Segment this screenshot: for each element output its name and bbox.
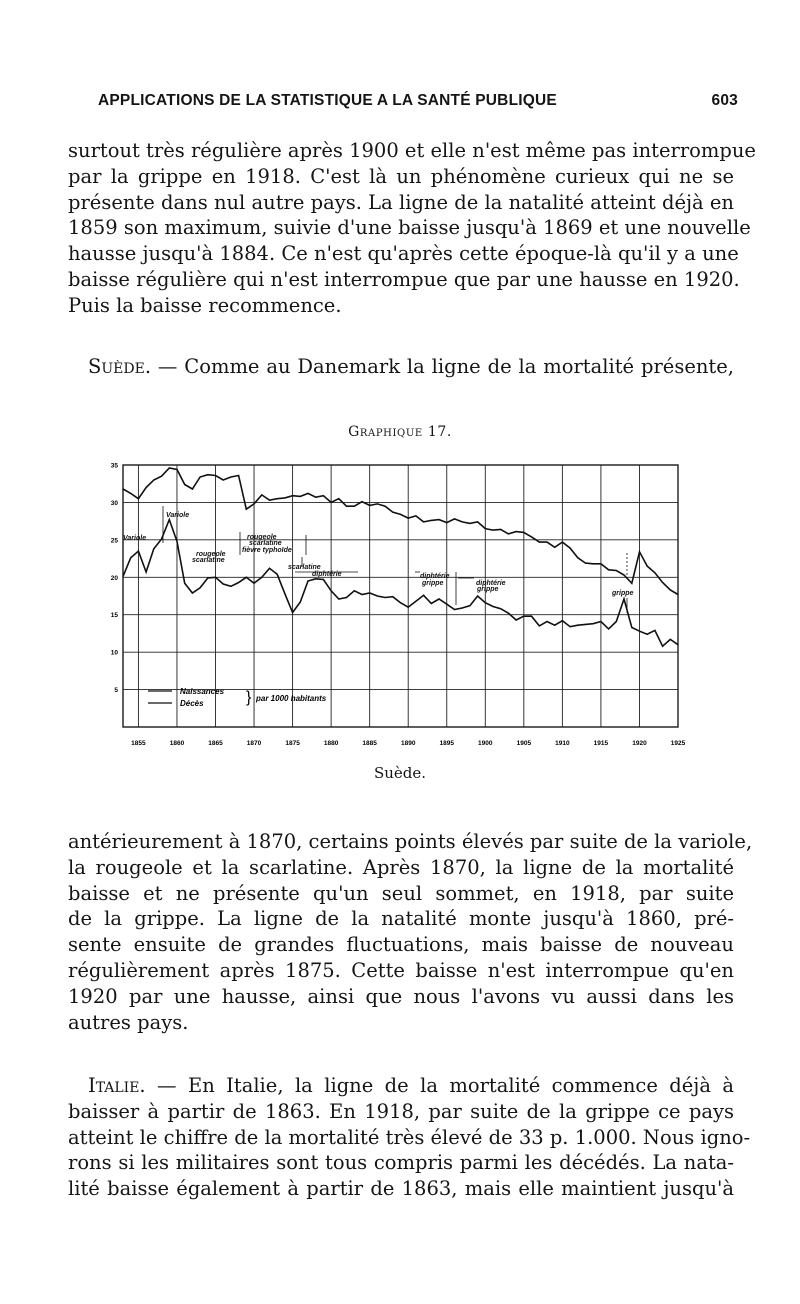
data-point-deces (516, 619, 517, 620)
data-point-naissances (662, 582, 663, 583)
y-tick-label: 35 (110, 462, 118, 470)
data-point-naissances (570, 548, 571, 549)
data-point-naissances (246, 509, 247, 510)
text-line: baisse et ne présente qu'un seul sommet, en 1918, par suite (68, 881, 734, 905)
data-point-naissances (338, 498, 339, 499)
data-point-deces (253, 583, 254, 584)
data-point-deces (184, 583, 185, 584)
x-tick-label: 1915 (593, 740, 609, 747)
data-point-naissances (577, 557, 578, 558)
data-point-naissances (670, 589, 671, 590)
data-point-naissances (292, 495, 293, 496)
data-point-naissances (531, 536, 532, 537)
data-point-deces (469, 605, 470, 606)
x-tick-label: 1880 (323, 740, 339, 747)
data-point-deces (670, 639, 671, 640)
data-point-naissances (485, 528, 486, 529)
annotation-grippe: grippe (422, 580, 444, 587)
data-point-naissances (477, 521, 478, 522)
data-point-naissances (392, 512, 393, 513)
data-point-naissances (238, 475, 239, 476)
data-point-naissances (130, 493, 131, 494)
data-point-naissances (307, 493, 308, 494)
data-point-deces (238, 582, 239, 583)
data-point-naissances (169, 467, 170, 468)
x-tick-label: 1920 (632, 740, 647, 747)
data-point-deces (438, 598, 439, 599)
data-point-naissances (207, 474, 208, 475)
text-line: présente dans nul autre pays. La ligne de la natalité atteint déjà en (68, 190, 734, 214)
text-line: hausse jusqu'à 1884. Ce n'est qu'après cette époque-là qu'il y a une (68, 242, 739, 266)
x-tick-label: 1890 (400, 740, 416, 747)
data-point-deces (346, 597, 347, 598)
series-line-deces (123, 520, 678, 647)
x-tick-label: 1895 (439, 740, 454, 747)
data-point-deces (662, 646, 663, 647)
running-header (98, 92, 738, 110)
x-tick-label: 1905 (516, 740, 532, 747)
data-point-deces (485, 602, 486, 603)
legend-label-naissances: Naissances (180, 687, 225, 696)
data-point-deces (338, 598, 339, 599)
data-point-naissances (153, 479, 154, 480)
data-point-naissances (523, 532, 524, 533)
data-point-naissances (385, 506, 386, 507)
text-line: sente ensuite de grandes fluctuations, mais baisse de nouveau (68, 933, 734, 957)
data-point-deces (677, 644, 678, 645)
italie-intro-text: — En Italie, la ligne de la mortalité commence déjà à (145, 1074, 734, 1097)
data-point-deces (546, 621, 547, 622)
data-point-naissances (346, 506, 347, 507)
data-point-naissances (354, 506, 355, 507)
data-point-deces (654, 630, 655, 631)
data-point-naissances (639, 551, 640, 552)
figure-caption: Suède. (373, 764, 427, 782)
data-point-deces (138, 551, 139, 552)
paragraph-suede-analysis (68, 829, 753, 1035)
data-point-deces (169, 519, 170, 520)
annotation-scarlatine: scarlatine (249, 540, 282, 547)
data-point-deces (616, 621, 617, 622)
x-axis-tick-labels (131, 740, 685, 747)
annotation-diphterie: diphtérie (420, 573, 450, 580)
data-point-naissances (361, 501, 362, 502)
data-point-deces (215, 577, 216, 578)
data-point-deces (500, 608, 501, 609)
paragraph-italie (68, 1073, 751, 1202)
x-tick-label: 1870 (246, 740, 262, 747)
data-point-naissances (261, 494, 262, 495)
data-point-deces (130, 557, 131, 558)
data-point-naissances (269, 500, 270, 501)
data-point-naissances (300, 496, 301, 497)
data-point-deces (207, 577, 208, 578)
data-point-deces (269, 568, 270, 569)
data-point-deces (146, 571, 147, 572)
x-tick-label: 1900 (478, 740, 493, 747)
annotation-rougeole: rougeole (196, 551, 226, 558)
paragraph-suede-intro (68, 354, 734, 380)
data-point-deces (408, 607, 409, 608)
annotations (123, 512, 633, 597)
data-point-deces (608, 628, 609, 629)
data-point-naissances (315, 497, 316, 498)
data-point-naissances (492, 530, 493, 531)
paragraph-denmark-conclusion (68, 138, 756, 319)
data-point-deces (446, 604, 447, 605)
data-point-naissances (377, 503, 378, 504)
data-point-naissances (600, 563, 601, 564)
data-point-naissances (631, 583, 632, 584)
data-point-naissances (192, 488, 193, 489)
data-point-deces (585, 624, 586, 625)
data-point-naissances (284, 497, 285, 498)
data-point-naissances (161, 476, 162, 477)
y-tick-label: 15 (110, 612, 118, 620)
data-point-deces (477, 595, 478, 596)
text-line: 1859 son maximum, suivie d'une baisse jusqu'à 1869 et une nouvelle (68, 216, 751, 240)
suede-intro-text: — Comme au Danemark la ligne de la mortalité présente, (151, 355, 734, 378)
annotation-variole: Variole (166, 512, 190, 519)
page-number: 603 (711, 92, 738, 109)
y-tick-label: 30 (110, 499, 118, 507)
data-point-deces (577, 625, 578, 626)
text-line: antérieurement à 1870, certains points élevés par suite de la variole, (68, 830, 753, 853)
data-point-deces (377, 595, 378, 596)
x-tick-label: 1925 (670, 740, 686, 747)
annotation-leader-lines (163, 506, 627, 613)
data-point-naissances (446, 522, 447, 523)
data-point-deces (539, 625, 540, 626)
data-point-naissances (408, 518, 409, 519)
legend-units: par 1000 habitants (256, 694, 327, 703)
data-point-deces (531, 616, 532, 617)
text-line (68, 1073, 734, 1099)
data-point-deces (122, 576, 123, 577)
annotation-scarlatine: scarlatine (192, 557, 225, 564)
data-point-deces (454, 609, 455, 610)
data-point-deces (562, 620, 563, 621)
chart-graphique-17 (100, 455, 690, 750)
data-point-naissances (331, 502, 332, 503)
data-point-deces (323, 579, 324, 580)
data-point-deces (354, 590, 355, 591)
data-point-deces (415, 601, 416, 602)
data-point-deces (385, 597, 386, 598)
data-point-deces (153, 548, 154, 549)
data-point-naissances (454, 518, 455, 519)
data-point-naissances (215, 475, 216, 476)
annotation-fievre-typhoide: fièvre typhoïde (242, 547, 292, 554)
annotation-grippe: grippe (612, 590, 634, 597)
text-line: par la grippe en 1918. C'est là un phénomène curieux qui ne se (68, 164, 734, 188)
data-point-deces (623, 598, 624, 599)
data-point-naissances (369, 505, 370, 506)
data-point-naissances (508, 533, 509, 534)
data-point-naissances (423, 521, 424, 522)
series-line-naissances (123, 468, 678, 595)
data-point-deces (261, 577, 262, 578)
data-point-deces (331, 590, 332, 591)
data-point-naissances (546, 542, 547, 543)
data-point-naissances (400, 514, 401, 515)
data-point-naissances (253, 503, 254, 504)
data-point-naissances (223, 479, 224, 480)
text-line: baisser à partir de 1863. En 1918, par suite de la grippe ce pays (68, 1099, 734, 1123)
data-point-naissances (462, 521, 463, 522)
data-point-naissances (593, 563, 594, 564)
data-point-naissances (554, 547, 555, 548)
data-point-deces (523, 616, 524, 617)
data-point-naissances (539, 542, 540, 543)
data-point-naissances (516, 531, 517, 532)
data-point-naissances (647, 566, 648, 567)
data-point-deces (284, 593, 285, 594)
y-axis-tick-labels (111, 463, 119, 695)
x-tick-label: 1875 (285, 740, 300, 747)
data-point-deces (462, 607, 463, 608)
data-point-deces (315, 578, 316, 579)
data-point-deces (631, 627, 632, 628)
annotation-diphterie: diphtérie (312, 571, 342, 578)
x-tick-label: 1910 (555, 740, 570, 747)
section-heading-italie: Italie. (88, 1074, 146, 1097)
data-point-deces (647, 634, 648, 635)
data-point-deces (554, 625, 555, 626)
horizontal-gridlines (123, 502, 678, 689)
data-point-naissances (200, 476, 201, 477)
data-point-deces (223, 583, 224, 584)
data-point-deces (307, 580, 308, 581)
text-line: de la grippe. La ligne de la natalité monte jusqu'à 1860, pré- (68, 907, 734, 931)
y-tick-label: 10 (110, 649, 118, 657)
data-point-deces (230, 586, 231, 587)
text-line: lité baisse également à partir de 1863, mais elle maintient jusqu'à (68, 1177, 734, 1201)
x-tick-label: 1865 (208, 740, 223, 747)
data-point-deces (423, 595, 424, 596)
data-point-deces (200, 587, 201, 588)
data-point-deces (431, 603, 432, 604)
data-point-naissances (138, 498, 139, 499)
text-line: Puis la baisse recommence. (68, 293, 342, 317)
text-line: surtout très régulière après 1900 et elle n'est même pas interrompue (68, 139, 756, 162)
text-line (68, 354, 734, 380)
annotation-scarlatine: scarlatine (288, 564, 321, 571)
legend (148, 687, 327, 708)
data-point-deces (176, 541, 177, 542)
annotation-rougeole: rougeole (247, 534, 277, 541)
annotation-diphterie: diphtérie (476, 580, 506, 587)
data-point-naissances (122, 488, 123, 489)
figure-title: Graphique 17. (348, 424, 452, 440)
data-point-deces (392, 596, 393, 597)
data-point-deces (508, 613, 509, 614)
header-title: APPLICATIONS DE LA STATISTIQUE A LA SANTÉ PUBLIQUE (98, 92, 557, 109)
legend-brace: } (246, 689, 252, 706)
data-point-naissances (562, 542, 563, 543)
y-tick-label: 25 (110, 537, 118, 545)
data-point-naissances (500, 529, 501, 530)
data-point-deces (593, 623, 594, 624)
data-point-naissances (616, 570, 617, 571)
data-point-naissances (415, 515, 416, 516)
x-tick-label: 1860 (169, 740, 185, 747)
data-point-deces (639, 631, 640, 632)
data-point-deces (369, 592, 370, 593)
data-point-deces (246, 577, 247, 578)
data-point-naissances (623, 574, 624, 575)
data-point-deces (292, 612, 293, 613)
data-point-deces (361, 594, 362, 595)
data-point-naissances (230, 476, 231, 477)
x-tick-label: 1885 (362, 740, 377, 747)
data-point-naissances (585, 563, 586, 564)
text-line: autres pays. (68, 1010, 189, 1034)
y-tick-label: 5 (114, 687, 118, 695)
text-line: atteint le chiffre de la mortalité très élevé de 33 p. 1.000. Nous igno- (68, 1125, 751, 1149)
text-line: la rougeole et la scarlatine. Après 1870, la ligne de la mortalité (68, 855, 734, 879)
data-point-naissances (677, 594, 678, 595)
data-point-deces (492, 606, 493, 607)
data-point-deces (300, 601, 301, 602)
data-point-naissances (438, 519, 439, 520)
data-point-deces (161, 539, 162, 540)
annotation-grippe: grippe (477, 586, 499, 593)
text-line: baisse régulière qui n'est interrompue que par une hausse en 1920. (68, 267, 740, 291)
data-point-naissances (608, 569, 609, 570)
legend-label-deces: Décès (180, 699, 204, 708)
data-point-naissances (176, 469, 177, 470)
text-line: 1920 par une hausse, ainsi que nous l'avons vu aussi dans les (68, 984, 734, 1008)
data-point-naissances (277, 498, 278, 499)
data-point-deces (600, 621, 601, 622)
text-line: régulièrement après 1875. Cette baisse n'est interrompue qu'en (68, 958, 734, 982)
data-point-naissances (184, 484, 185, 485)
y-tick-label: 20 (110, 574, 118, 582)
data-point-naissances (323, 495, 324, 496)
data-point-naissances (146, 487, 147, 488)
section-heading-suede: Suède. (88, 355, 152, 378)
data-point-deces (400, 602, 401, 603)
x-tick-label: 1855 (131, 740, 146, 747)
data-point-deces (570, 626, 571, 627)
data-point-naissances (431, 520, 432, 521)
data-point-naissances (469, 523, 470, 524)
text-line: rons si les militaires sont tous compris parmi les décédés. La nata- (68, 1151, 734, 1175)
data-point-deces (277, 574, 278, 575)
annotation-variole: Variole (123, 535, 147, 542)
data-point-deces (192, 592, 193, 593)
data-point-naissances (654, 572, 655, 573)
